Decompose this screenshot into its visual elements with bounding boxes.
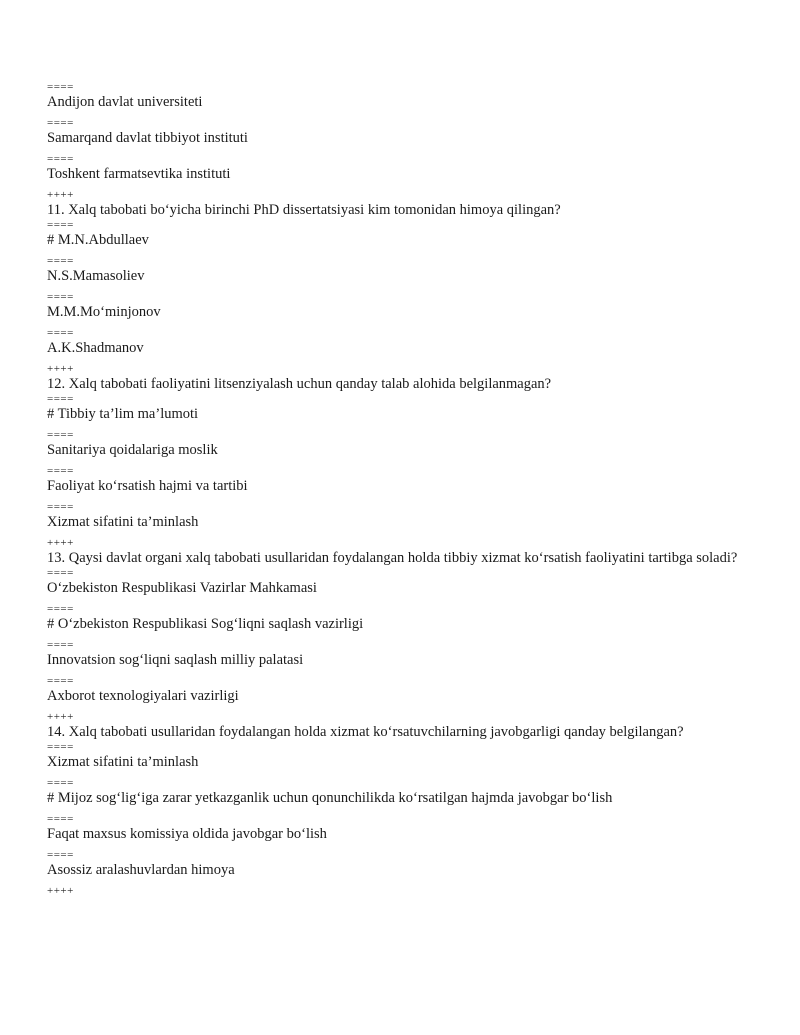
answer-separator: ==== [47, 777, 74, 789]
answer-separator: ==== [47, 741, 74, 753]
answer-separator: ==== [47, 153, 74, 165]
answer-option: Faoliyat ko‘rsatish hajmi va tartibi [47, 478, 248, 494]
answer-option: M.M.Mo‘minjonov [47, 304, 161, 320]
answer-option: Faqat maxsus komissiya oldida javobgar bo‘lish [47, 826, 327, 842]
answer-separator: ==== [47, 849, 74, 861]
answer-separator: ==== [47, 567, 74, 579]
question-separator: ++++ [47, 363, 74, 375]
question-text: 13. Qaysi davlat organi xalq tabobati usullaridan foydalangan holda tibbiy xizmat ko‘rsatish faoliyatini tartibga soladi? [47, 550, 738, 566]
answer-separator: ==== [47, 255, 74, 267]
answer-separator: ==== [47, 429, 74, 441]
answer-separator: ==== [47, 291, 74, 303]
answer-separator: ==== [47, 501, 74, 513]
answer-separator: ==== [47, 117, 74, 129]
answer-option: Innovatsion sog‘liqni saqlash milliy palatasi [47, 652, 304, 668]
question-text: 12. Xalq tabobati faoliyatini litsenziyalash uchun qanday talab alohida belgilanmagan? [47, 376, 552, 392]
answer-option: Samarqand davlat tibbiyot instituti [47, 130, 248, 146]
question-separator: ++++ [47, 189, 74, 201]
answer-option: Sanitariya qoidalariga moslik [47, 442, 218, 458]
question-text: 14. Xalq tabobati usullaridan foydalangan holda xizmat ko‘rsatuvchilarning javobgarligi qanday belgilangan? [47, 724, 684, 740]
answer-separator: ==== [47, 327, 74, 339]
answer-separator: ==== [47, 393, 74, 405]
correct-answer-option: # Mijoz sog‘lig‘iga zarar yetkazganlik uchun qonunchilikda ko‘rsatilgan hajmda javobgar bo‘lish [47, 790, 613, 806]
question-text: 11. Xalq tabobati bo‘yicha birinchi PhD dissertatsiyasi kim tomonidan himoya qilingan? [47, 202, 561, 218]
correct-answer-option: # Tibbiy ta’lim ma’lumoti [47, 406, 199, 422]
answer-option: Asossiz aralashuvlardan himoya [47, 862, 235, 878]
question-separator: ++++ [47, 537, 74, 549]
answer-option: Xizmat sifatini ta’minlash [47, 754, 199, 770]
answer-separator: ==== [47, 81, 74, 93]
question-separator: ++++ [47, 711, 74, 723]
correct-answer-option: # M.N.Abdullaev [47, 232, 149, 248]
answer-option: A.K.Shadmanov [47, 340, 144, 356]
answer-separator: ==== [47, 603, 74, 615]
answer-option: Toshkent farmatsevtika instituti [47, 166, 231, 182]
question-separator: ++++ [47, 885, 74, 897]
answer-option: N.S.Mamasoliev [47, 268, 145, 284]
answer-separator: ==== [47, 813, 74, 825]
answer-separator: ==== [47, 465, 74, 477]
document-page [47, 81, 757, 897]
answer-option: Andijon davlat universiteti [47, 94, 203, 110]
answer-option: Axborot texnologiyalari vazirligi [47, 688, 239, 704]
answer-separator: ==== [47, 219, 74, 231]
correct-answer-option: # O‘zbekiston Respublikasi Sog‘liqni saqlash vazirligi [47, 616, 364, 632]
answer-option: Xizmat sifatini ta’minlash [47, 514, 199, 530]
answer-option: O‘zbekiston Respublikasi Vazirlar Mahkamasi [47, 580, 317, 596]
answer-separator: ==== [47, 639, 74, 651]
answer-separator: ==== [47, 675, 74, 687]
